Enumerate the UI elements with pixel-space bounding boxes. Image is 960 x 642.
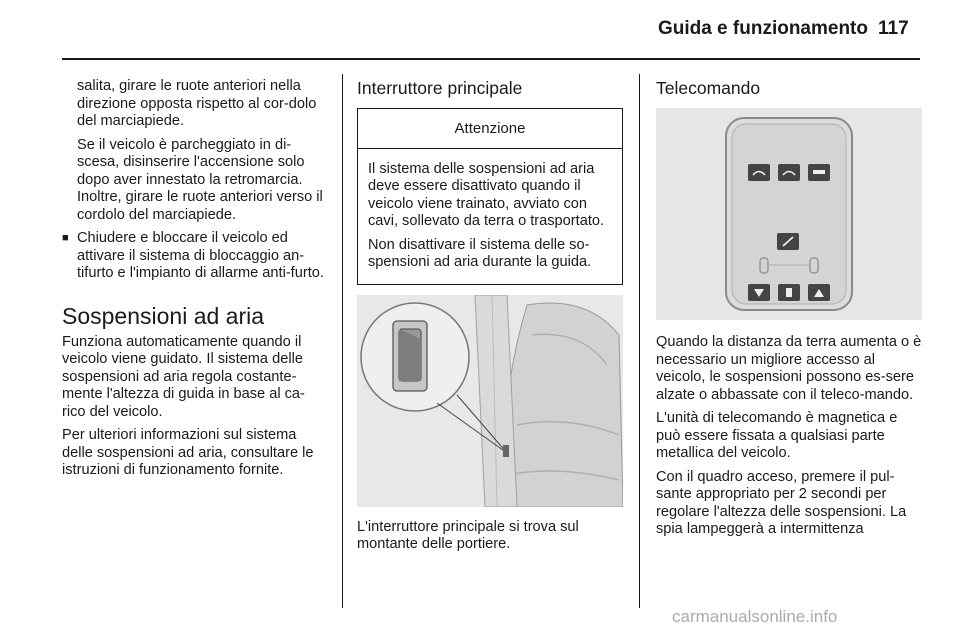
warning-text: Il sistema delle sospensioni ad aria deve essere disattivato quando il veicolo viene trainato, avviato con cavi, sollevato da terra o trasportato. [368,160,605,229]
paragraph: L'unità di telecomando è magnetica e può essere fissata a qualsiasi parte metallica del veicolo. [656,410,898,461]
remote-control-figure [656,108,922,320]
watermark: carmanualsonline.info [672,607,838,626]
paragraph: Funziona automaticamente quando il veicolo viene guidato. Il sistema delle sospensioni ad aria regola costante-mente l'altezza di guida in base al ca-rico del veicolo. [62,333,305,420]
paragraph: salita, girare le ruote anteriori nella direzione opposta rispetto al cor-dolo del marciapiede. [77,78,317,129]
bullet-item [62,230,328,283]
header-title: Guida e funzionamento [657,18,868,39]
bullet-text: Chiudere e bloccare il veicolo ed attivare il sistema di bloccaggio an-tifurto e l'impianto di allarme anti-furto. [77,230,324,281]
door-pillar-switch-illustration [357,295,623,507]
warning-box [357,108,623,285]
page-number: 117 [878,18,909,39]
header-divider [62,58,920,60]
paragraph: Quando la distanza da terra aumenta o è necessario un migliore accesso al veicolo, le sospensioni possono es-sere alzate o abbassate con il teleco-mando. [656,334,922,403]
column-divider-2 [639,74,640,608]
column-left [62,78,328,486]
warning-text: Non disattivare il sistema delle so-spensioni ad aria durante la guida. [368,236,592,270]
subsection-title: Telecomando [656,78,761,98]
remote-control-illustration [656,108,922,320]
warning-title: Attenzione [358,109,622,149]
column-middle [357,78,623,560]
column-right [656,78,922,545]
paragraph: Con il quadro acceso, premere il pul-sante appropriato per 2 secondi per regolare l'altezza delle sospensioni. La spia lampeggerà a intermittenza [656,468,907,537]
paragraph: Se il veicolo è parcheggiato in di-scesa, disinserire l'accensione solo dopo aver innestato la retromarcia. Inoltre, girare le ruote anteriori verso il cordolo del marciapiede. [77,136,323,223]
column-divider-1 [342,74,343,608]
main-switch-photo [357,295,623,507]
figure-caption: L'interruttore principale si trova sul montante delle portiere. [357,518,579,552]
bullet-mark: ■ [62,232,69,244]
section-title: Sospensioni ad aria [62,302,265,329]
subsection-title: Interruttore principale [357,78,523,98]
paragraph: Per ulteriori informazioni sul sistema delle sospensioni ad aria, consultare le istruzioni di funzionamento fornite. [62,427,314,478]
